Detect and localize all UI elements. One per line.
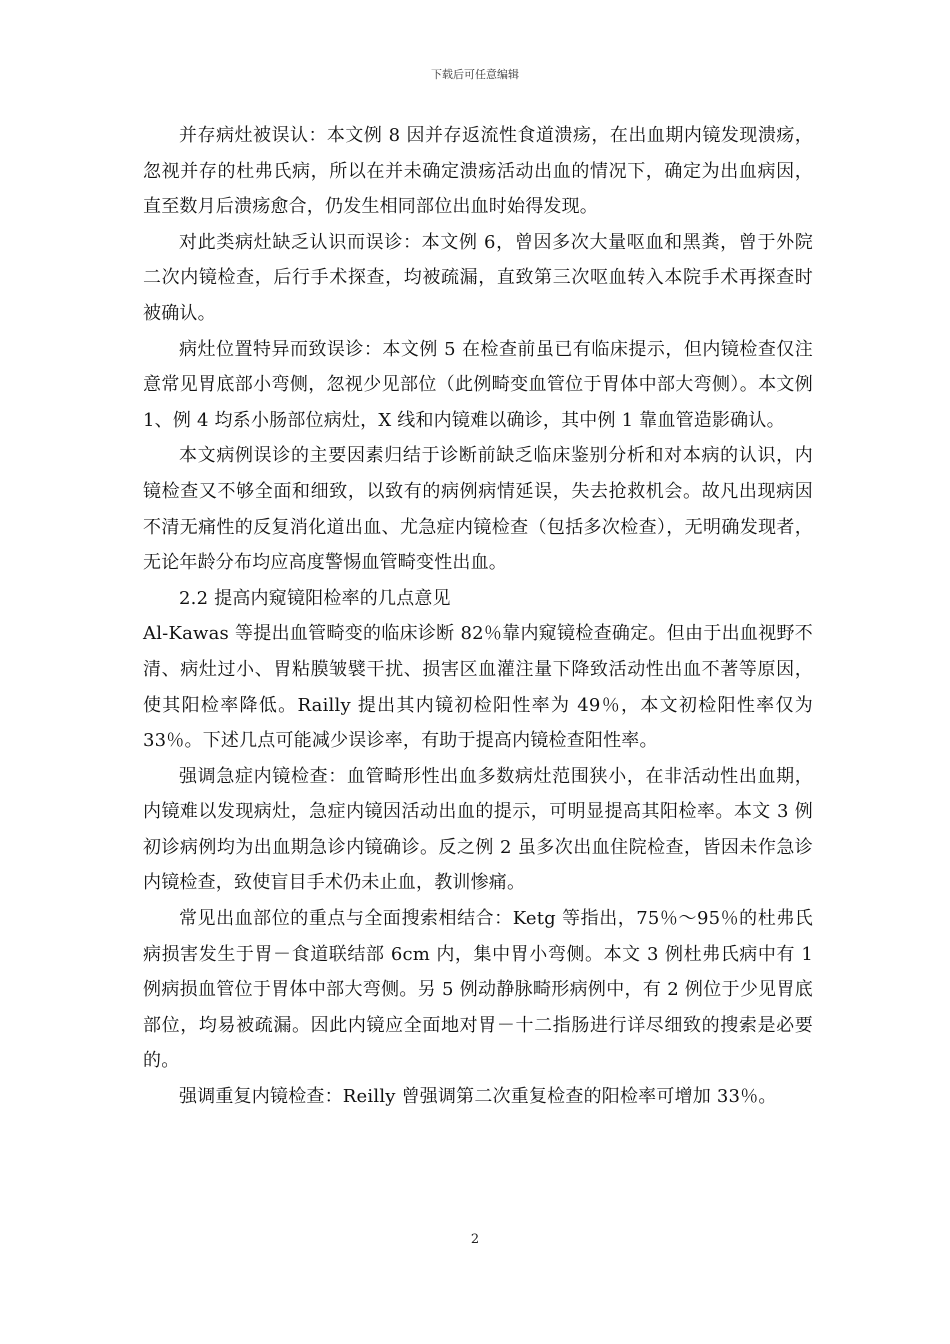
paragraph: 常见出血部位的重点与全面搜索相结合：Ketg 等指出，75％～95％的杜弗氏病损害发生于胃－食道联结部 6cm 内，集中胃小弯侧。本文 3 例杜弗氏病中有 1 例病损血管位于胃体中部大弯侧。另 5 例动静脉畸形病例中，有 2 例位于少见胃底部位，均易被疏漏。因此内镜应全面地对胃－十二指肠进行详尽细致的搜索是必要的。 [143,908,813,1072]
paragraph: 强调重复内镜检查：Reilly 曾强调第二次重复检查的阳检率可增加 33％。 [179,1086,777,1108]
paragraph: 本文病例误诊的主要因素归结于诊断前缺乏临床鉴别分析和对本病的认识，内镜检查又不够全面和细致，以致有的病例病情延误，失去抢救机会。故凡出现病因不清无痛性的反复消化道出血、尤急症内镜检查（包括多次检查），无明确发现者，无论年龄分布均应高度警惕血管畸变性出血。 [143,445,813,574]
paragraph: 并存病灶被误认：本文例 8 因并存返流性食道溃疡，在出血期内镜发现溃疡，忽视并存的杜弗氏病，所以在并未确定溃疡活动出血的情况下，确定为出血病因，直至数月后溃疡愈合，仍发生相同部位出血时始得发现。 [143,125,813,218]
page-header: 下载后可任意编辑 [431,68,519,81]
paragraph: 病灶位置特异而致误诊：本文例 5 在检查前虽已有临床提示，但内镜检查仅注意常见胃底部小弯侧，忽视少见部位（此例畸变血管位于胃体中部大弯侧）。本文例 1、例 4 均系小肠部位病灶，X 线和内镜难以确诊，其中例 1 靠血管造影确认。 [143,338,813,431]
paragraph: 强调急症内镜检查：血管畸形性出血多数病灶范围狭小，在非活动性出血期，内镜难以发现病灶，急症内镜因活动出血的提示，可明显提高其阳检率。本文 3 例初诊病例均为出血期急诊内镜确诊。反之例 2 虽多次出血住院检查，皆因未作急诊内镜检查，致使盲目手术仍未止血，教训惨痛。 [143,765,813,894]
section-heading: 2.2 提高内窥镜阳检率的几点意见 [179,587,451,609]
paragraph: 对此类病灶缺乏认识而误诊：本文例 6，曾因多次大量呕血和黑粪，曾于外院二次内镜检查，后行手术探查，均被疏漏，直致第三次呕血转入本院手术再探查时被确认。 [143,231,813,324]
paragraph: Al-Kawas 等提出血管畸变的临床诊断 82％靠内窥镜检查确定。但由于出血视野不清、病灶过小、胃粘膜皱襞干扰、损害区血灌注量下降致活动性出血不著等原因，使其阳检率降低。Railly 提出其内镜初检阳性率为 49％，本文初检阳性率仅为 33％。下述几点可能减少误诊率，有助于提高内镜检查阳性率。 [143,623,813,752]
document-body [143,118,813,1115]
page-number: 2 [470,1232,480,1247]
